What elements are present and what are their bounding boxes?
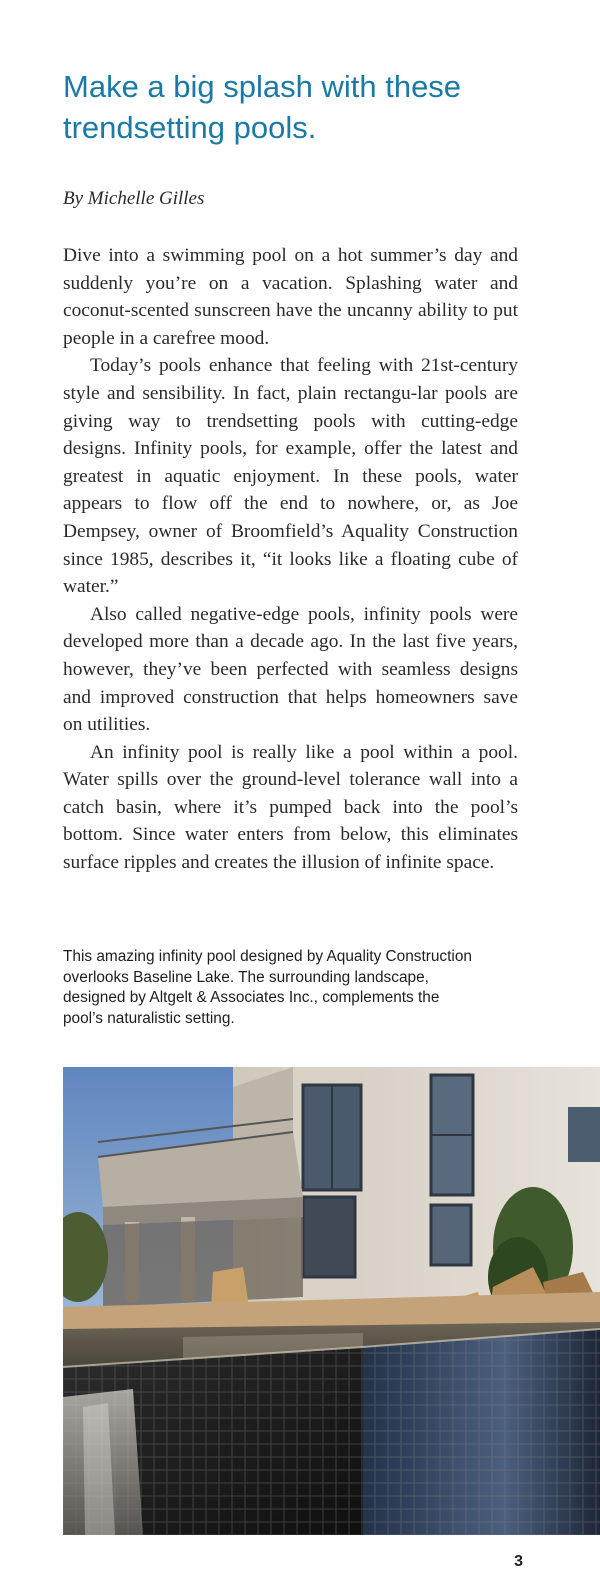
body-paragraph: Also called negative-edge pools, infinity pools were developed more than a decade ago. In the last five years, however, they’ve been perfected with seamless designs and improved construction that helps homeowners save on utilities. (63, 603, 518, 736)
infinity-pool-photo (63, 1067, 600, 1535)
article-title: Make a big splash with these trendsetting pools. (63, 69, 462, 145)
article-body (63, 242, 518, 877)
photo-caption: This amazing infinity pool designed by Aquality Construction overlooks Baseline Lake. The surrounding landscape, designed by Altgelt & Associates Inc., complements the pool’s naturalistic setting. (63, 948, 472, 1027)
body-paragraph: Dive into a swimming pool on a hot summer’s day and suddenly you’re on a vacation. Splashing water and coconut-scented sunscreen have the uncanny ability to put people in a carefree mood. (63, 245, 518, 349)
body-paragraph: An infinity pool is really like a pool within a pool. Water spills over the ground-level tolerance wall into a catch basin, where it’s pumped back into the pool’s bottom. Since water enters from below, this eliminates surface ripples and creates the illusion of infinite space. (63, 741, 518, 874)
article-byline: By Michelle Gilles (63, 188, 205, 209)
page-number: 3 (514, 1553, 523, 1570)
body-paragraph: Today’s pools enhance that feeling with 21st-century style and sensibility. In fact, plain rectangu-lar pools are giving way to trendsetting pools with cutting-edge designs. Infinity pools, for example, offer the latest and greatest in aquatic enjoyment. In these pools, water appears to flow off the end to nowhere, or, as Joe Dempsey, owner of Broomfield’s Aquality Construction since 1985, describes it, “it looks like a floating cube of water.” (63, 355, 518, 598)
